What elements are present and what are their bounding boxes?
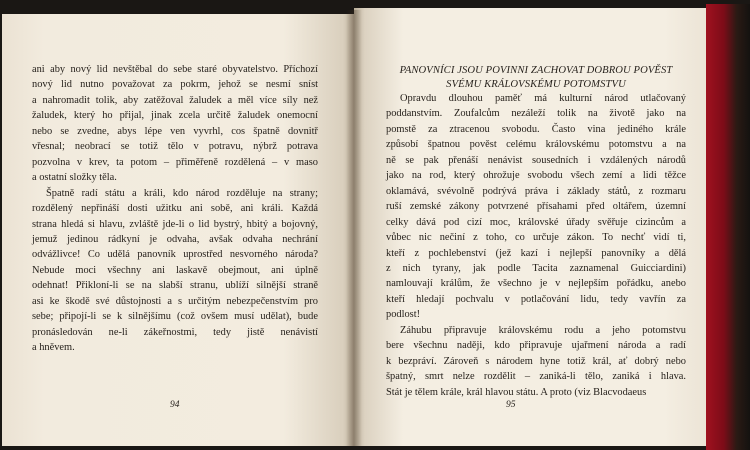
left-page-line: ani aby nový lid nevštěbal do sebe staré obyvatelstvo. Příchozí xyxy=(32,64,318,75)
right-page-line: špatný, smrt nelze rozdělit – zaniká-li tělo, zaniká i hlava. xyxy=(386,371,686,383)
right-page-line: kteří z pochlebenství (jež kazí i nejlepší panovníky a dělá xyxy=(386,247,686,259)
right-page-line: Opravdu dlouhou paměť má kulturní národ utlačovaný xyxy=(400,93,686,104)
right-page-line: jako na rod, který ohrožuje svobodu všech zemí a lidi těžce xyxy=(386,170,686,182)
left-page-body xyxy=(32,62,318,356)
left-page-line: odvážlivce! Co udělá panovník uprostřed nesvorného národa? xyxy=(32,249,318,261)
left-page xyxy=(2,14,354,446)
right-page-line: Stát je tělem krále, král hlavou státu. A proto (viz Blacvodaeus xyxy=(386,386,647,398)
right-page-line: Záhubu připravuje královskému rodu a jeho potomstvu xyxy=(400,324,686,336)
right-page-line: k bezpráví. Zároveň s národem hyne totiž král, ať dobrý nebo xyxy=(386,355,686,367)
left-page-line: a nahromadit tolik, aby zatěžoval žaludek a měl více síly než xyxy=(32,94,318,106)
right-page-line: ně se pak přenáší nenávist sousedních i vzdálených národů xyxy=(386,154,686,166)
left-page-line: sebe; připojí-li se k silnějšímu (což ovšem musí udělat), bude xyxy=(32,311,318,323)
right-page-line: namlouvají králům, že všechno je v nejlepším pořádku, anebo xyxy=(386,278,686,290)
red-page-edge xyxy=(706,4,750,450)
left-page-line: vřesnal; neobrací se totiž tělo v potravu, nýbrž potrava xyxy=(32,141,318,153)
chapter-heading-line: SVÉMU KRÁLOVSKÉMU POTOMSTVU xyxy=(446,78,626,90)
left-page-line: pozvolna v krev, ta potom – přiměřeně rozdělená – v maso xyxy=(32,156,318,168)
left-page-line: odehnat! Přikloní-li se na slabší stranu, ublíží silnější straně xyxy=(32,280,318,292)
left-page-line: strana hledá si hlavu, zvláště jde-li o lid bystrý, hbitý a bojovný, xyxy=(32,218,318,230)
left-page-line: nový lid nutno považovat za pokrm, jehož se nesmí sníst xyxy=(32,79,318,91)
left-page-number: 94 xyxy=(170,400,180,410)
right-page-line: celky dává pod cizí moc, královské úřady svěřuje cizincům a xyxy=(386,216,686,228)
left-page-line: nebo se zvedne, abys lépe ven vyvrhl, cos špatně dovnitř xyxy=(32,125,318,137)
left-page-line: pronásledován ne-li zákeřnostmi, tedy jistě nenávistí xyxy=(32,326,318,338)
right-page-line: kteří hledají pochvalu v potlačování lidu, tedy vavřín za xyxy=(386,293,686,305)
right-page-number: 95 xyxy=(506,400,516,410)
right-page-line: bere všechnu naději, kdo připravuje ujařmení národa a radí xyxy=(386,340,686,352)
right-page-line: podlost! xyxy=(386,309,421,321)
chapter-heading xyxy=(386,64,686,91)
right-page-line: způsobí špatnou pověst celému královskému potomstvu a na xyxy=(386,139,686,151)
right-page-line: oklamává, svévolně podrývá práva i základy států, z rozmaru xyxy=(386,185,686,197)
left-page-line: a ostatní složky těla. xyxy=(32,172,117,184)
right-page-line: ruší zemské zákony potvrzené přísahami před oltářem, územní xyxy=(386,201,686,213)
left-page-line: žaludek, který ho přijal, jinak zcela určitě žaludek onemocní xyxy=(32,110,318,122)
right-page-line: vůbec nic nečiní z toho, co určuje zákon. To nechť vidí ti, xyxy=(386,232,686,244)
chapter-heading-line: PANOVNÍCI JSOU POVINNI ZACHOVAT DOBROU POVĚST xyxy=(399,65,673,76)
book-gutter xyxy=(346,10,362,446)
left-page-line: a hněvem. xyxy=(32,342,75,354)
right-page-line: z nich tyrany, jak podle Tacita zaznamenal Guicciardini) xyxy=(386,262,686,274)
right-page-line: poddanstvím. Zoufalcům nezáleží tolik na životě jako na xyxy=(386,108,686,120)
right-page-body xyxy=(386,91,686,400)
right-page-line: pomstě za ztracenou svobodu. Často vina jediného krále xyxy=(386,123,686,135)
left-page-line: Špatně radí státu a králi, kdo národ rozděluje na strany; xyxy=(46,187,318,199)
left-page-line: Nebude moci všechny ani laskavě obejmout, ani úplně xyxy=(32,264,318,276)
left-page-line: rozdělený nepřináší dosti užitku ani sobě, ani králi. Každá xyxy=(32,203,318,215)
right-page xyxy=(354,8,706,446)
left-page-line: jemuž jedinou rádkyní je odvaha, avšak odvaha nechrání xyxy=(32,233,318,245)
left-page-line: asi ke škodě své důstojnosti a s určitým nebezpečenstvím pro xyxy=(32,295,318,307)
